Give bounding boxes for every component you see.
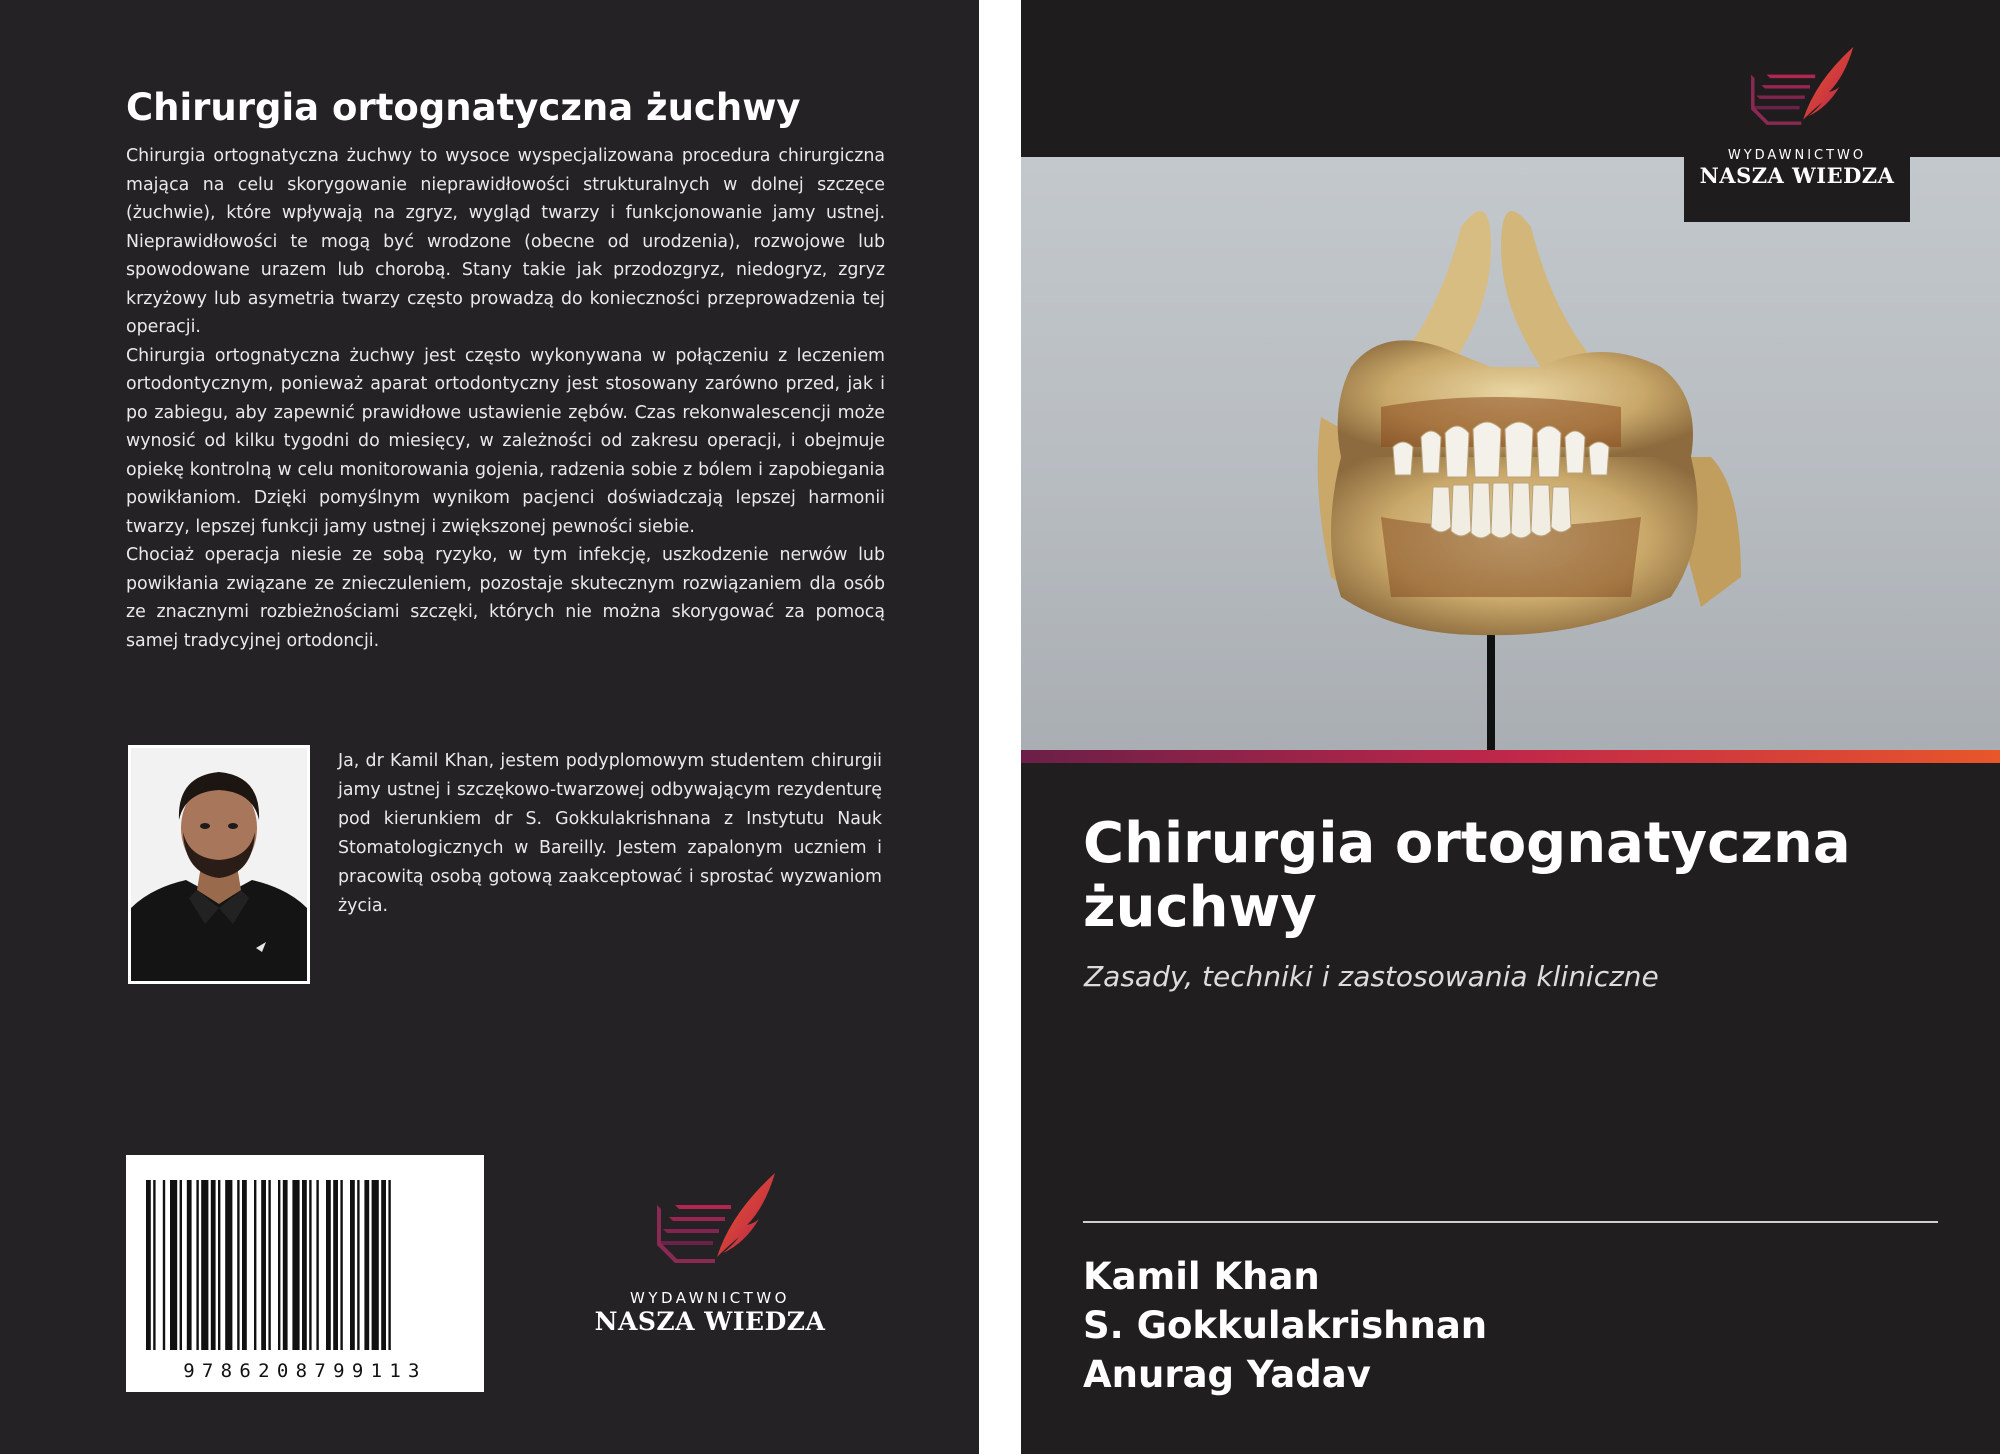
barcode-bar	[211, 1180, 216, 1350]
publisher-logo-front	[1684, 40, 1910, 222]
book-description	[126, 142, 885, 655]
publisher-name-line1: WYDAWNICTWO	[1727, 148, 1867, 163]
barcode-bar	[388, 1180, 390, 1350]
barcode-bar	[187, 1180, 192, 1350]
front-divider	[1083, 1221, 1938, 1223]
barcode-bar	[357, 1180, 359, 1350]
publisher-name-line2: NASZA WIEDZA	[1699, 163, 1895, 188]
publisher-name-line2: NASZA WIEDZA	[594, 1307, 826, 1336]
barcode-bar	[364, 1180, 369, 1350]
spine-gap	[979, 0, 1021, 1454]
author-name-2: S. Gokkulakrishnan	[1083, 1304, 1488, 1347]
barcode-bar	[283, 1180, 288, 1350]
barcode-bar	[146, 1180, 151, 1350]
barcode-bar	[292, 1180, 299, 1350]
barcode-bar	[218, 1180, 220, 1350]
front-cover-title: Chirurgia ortognatyczna żuchwy	[1083, 811, 1851, 940]
barcode-icon	[126, 1155, 484, 1392]
barcode-bar	[170, 1180, 177, 1350]
barcode-bar	[302, 1180, 307, 1350]
front-cover-subtitle: Zasady, techniki i zastosowania kliniczne	[1084, 960, 1659, 993]
description-paragraph-2: Chirurgia ortognatyczna żuchwy jest często wykonywana w połączeniu z leczeniem ortodontycznym, ponieważ aparat ortodontyczny jest stosowany zarówno przed, jak i po zabiegu, aby zapewnić prawidłowe ustawienie zębów. Czas rekonwalescencji może wynosić od kilku tygodni do miesięcy, w zależności od zakresu operacji, i obejmuje opiekę kontrolną w celu monitorowania gojenia, radzenia sobie z bólem i zapobiegania powikłaniom. Dzięki pomyślnym wynikom pacjenci doświadczają lepszej harmonii twarzy, lepszej funkcji jamy ustnej i zwiększonej pewności siebie.	[126, 345, 885, 537]
accent-bar	[1021, 750, 2000, 763]
barcode-bar	[340, 1180, 342, 1350]
barcode-bar	[180, 1180, 182, 1350]
author-name-3: Anurag Yadav	[1083, 1353, 1371, 1396]
barcode-bar	[261, 1180, 266, 1350]
barcode-bar	[381, 1180, 386, 1350]
author-bio: Ja, dr Kamil Khan, jestem podyplomowym studentem chirurgii jamy ustnej i szczękowo-twarzowej odbywającym rezydenturę pod kierunkiem dr S. Gokkulakrishnana z Instytutu Nauk Stomatologicznych w Bareilly. Jestem zapalonym uczniem i pracowitą osobą gotową zaakceptować i sprostać wyzwaniom życia.	[338, 751, 882, 916]
author-list	[1083, 1252, 1963, 1399]
author-name-1: Kamil Khan	[1083, 1255, 1320, 1298]
back-cover	[0, 0, 979, 1454]
author-portrait-icon	[131, 748, 307, 981]
isbn-digits: 9786208799113	[183, 1360, 427, 1382]
barcode-bar	[268, 1180, 270, 1350]
barcode-bar	[163, 1180, 165, 1350]
barcode-bar	[225, 1180, 232, 1350]
publisher-name-line1: WYDAWNICTWO	[630, 1289, 790, 1307]
description-paragraph-3: Chociaż operacja niesie ze sobą ryzyko, w tym infekcję, uszkodzenie nerwów lub powikłania związane ze znieczuleniem, pozostaje skutecznym rozwiązaniem dla osób ze znacznymi rozbieżnościami szczęki, których nie można skorygować za pomocą samej tradycyjnej ortodoncji.	[126, 545, 885, 651]
barcode-bar	[237, 1180, 239, 1350]
front-cover	[1021, 0, 2000, 1454]
isbn-barcode	[126, 1155, 484, 1392]
barcode-bar	[278, 1180, 280, 1350]
barcode-bar	[254, 1180, 256, 1350]
author-photo-image	[128, 745, 310, 984]
barcode-bar	[153, 1180, 155, 1350]
barcode-bar	[326, 1180, 331, 1350]
barcode-bar	[196, 1180, 198, 1350]
barcode-bar	[316, 1180, 318, 1350]
back-cover-title: Chirurgia ortognatyczna żuchwy	[126, 86, 801, 129]
publisher-logo-back	[590, 1165, 830, 1355]
barcode-bar	[333, 1180, 338, 1350]
barcode-bar	[372, 1180, 379, 1350]
skull-jaw-photo-image	[1021, 157, 2000, 750]
skull-jaw-illustration-icon	[1021, 157, 2000, 750]
description-paragraph-1: Chirurgia ortognatyczna żuchwy to wysoce wyspecjalizowana procedura chirurgiczna mająca na celu skorygowanie nieprawidłowości strukturalnych w dolnej szczęce (żuchwie), które wpływają na zgryz, wygląd twarzy i funkcjonowanie jamy ustnej. Nieprawidłowości te mogą być wrodzone (obecne od urodzenia), rozwojowe lub spowodowane urazem lub chorobą. Stany takie jak przodozgryz, niedogryz, zgryz krzyżowy lub asymetria twarzy często prowadzą do konieczności przeprowadzenia tej operacji.	[126, 146, 885, 337]
publisher-logo-icon	[1732, 40, 1862, 144]
barcode-bar	[201, 1180, 208, 1350]
barcode-bar	[242, 1180, 247, 1350]
barcode-bar	[309, 1180, 311, 1350]
publisher-logo-icon	[635, 1165, 785, 1285]
barcode-bar	[350, 1180, 355, 1350]
